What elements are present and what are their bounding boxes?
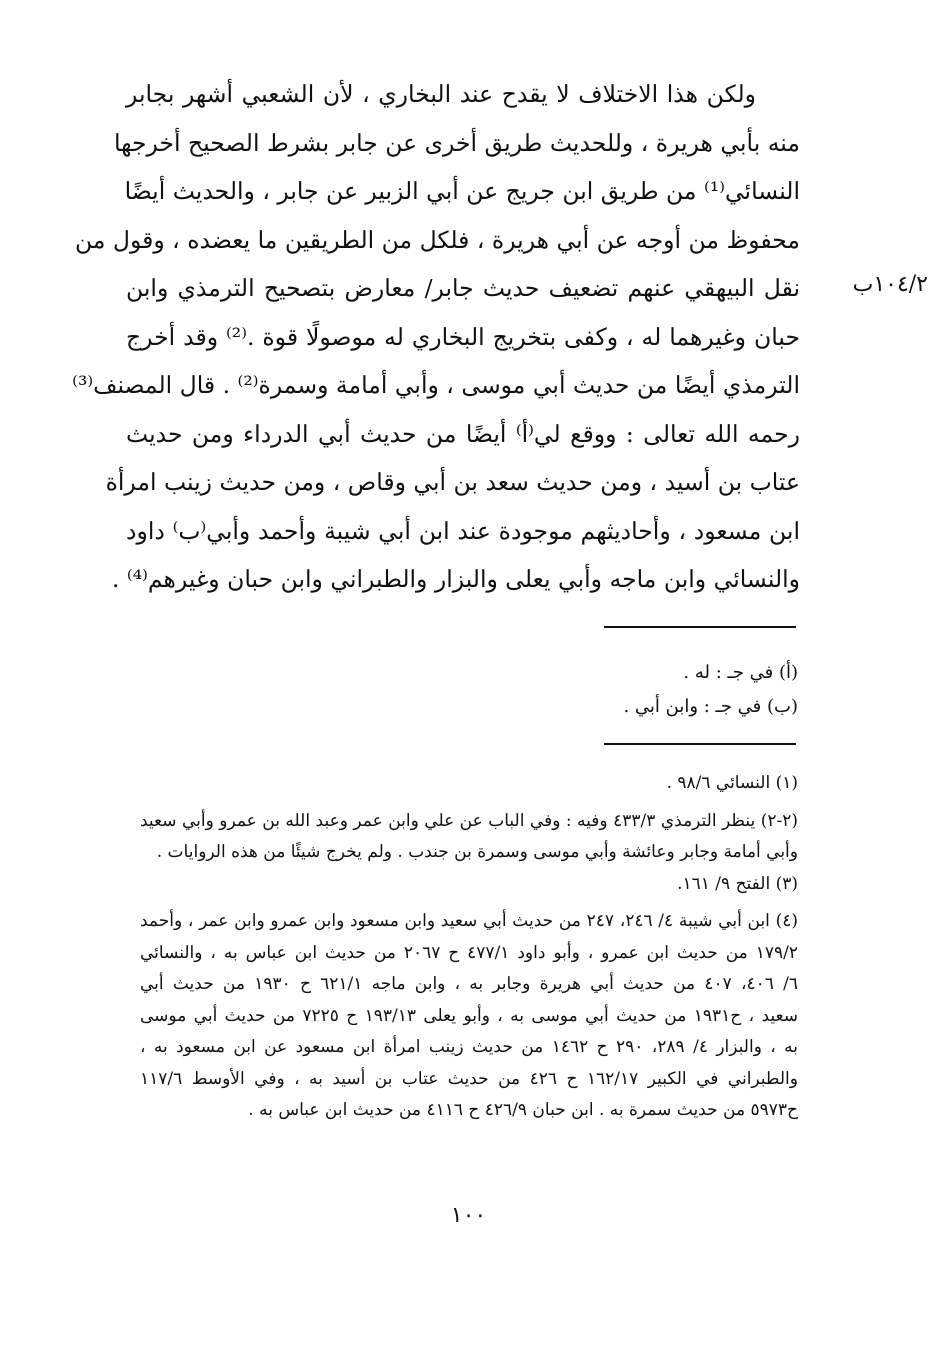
main-text-line: نقل البيهقي عنهم تضعيف حديث جابر/ معارض بتصحيح الترمذي وابن	[126, 274, 800, 302]
main-text-line: رحمه الله تعالى : ووقع لي⁽أ⁾ أيضًا من حديث أبي الدرداء ومن حديث	[126, 419, 800, 448]
main-text-line: ولكن هذا الاختلاف لا يقدح عند البخاري ، لأن الشعبي أشهر بجابر	[126, 80, 756, 108]
main-text-line: عتاب بن أسيد ، ومن حديث سعد بن أبي وقاص ، ومن حديث زينب امرأة	[105, 468, 800, 496]
footnotes-block	[140, 768, 798, 1127]
main-text-line: محفوظ من أوجه عن أبي هريرة ، فلكل من الطريقين ما يعضده ، وقول من	[74, 225, 800, 254]
page-number: ١٠٠	[450, 1203, 487, 1228]
footnote-line: ١٧٩/٢ من حديث ابن عمرو ، وأبو داود ٤٧٧/١ ح ٢٠٦٧ من حديث ابن عباس به ، والنسائي	[140, 942, 798, 963]
main-text-line: حبان وغيرهما له ، وكفى بتخريج البخاري له موصولًا قوة .⁽²⁾ وقد أخرج	[126, 322, 801, 351]
main-text-block	[72, 70, 801, 604]
footnote-2	[140, 806, 798, 869]
main-text-line: النسائي⁽¹⁾ من طريق ابن جريج عن أبي الزبير عن جابر ، والحديث أيضًا	[124, 177, 800, 205]
variant-note: (ب) في جـ : وابن أبي .	[623, 696, 798, 717]
main-text-line: ابن مسعود ، وأحاديثهم موجودة عند ابن أبي شيبة وأحمد وأبي⁽ب⁾ داود	[126, 516, 800, 545]
manuscript-variants	[140, 656, 798, 724]
footnote-line: ح٥٩٧٣ من حديث سمرة به . ابن حبان ٤٢٦/٩ ح ٤١١٦ من حديث ابن عباس به .	[248, 1100, 798, 1120]
footnote-line: (٣) الفتح ٩/ ١٦١.	[677, 873, 798, 894]
footnote-line: ٦/ ٤٠٦، ٤٠٧ من حديث أبي هريرة وجابر به ، وابن ماجه ٦٢١/١ ح ١٩٣٠ من حديث أبي	[140, 974, 799, 994]
main-text-line: منه بأبي هريرة ، وللحديث طريق أخرى عن جابر بشرط الصحيح أخرجها	[113, 128, 800, 157]
footnote-line: والطبراني في الكبير ١٦٢/١٧ ح ٤٢٦ من حديث عتاب بن أسيد به ، وفي الأوسط ١١٧/٦	[140, 1068, 798, 1089]
footnote-line: وأبي أمامة وجابر وعائشة وأبي موسى وسمرة بن جندب . ولم يخرج شيئًا من هذه الروايات .	[156, 842, 798, 862]
footnote-4	[140, 906, 798, 1127]
margin-folio-note: ١٠٤/٢ب	[852, 272, 928, 297]
footnote-line: (١) النسائي ٩٨/٦ .	[666, 773, 798, 793]
footnote-separator-rule	[604, 626, 796, 628]
footnote-line: به ، والبزار ٤/ ٢٨٩، ٢٩٠ ح ١٤٦٢ من حديث زينب امرأة ابن مسعود عن ابن مسعود به ،	[140, 1037, 799, 1057]
main-text-line: الترمذي أيضًا من حديث أبي موسى ، وأبي أمامة وسمرة⁽²⁾ . قال المصنف⁽³⁾	[72, 371, 800, 399]
footnote-line: (٢-٢) ينظر الترمذي ٤٣٣/٣ وفيه : وفي الباب عن علي وابن عمر وعبد الله بن عمرو وأبي سعيد	[140, 810, 799, 831]
footnote-3	[140, 869, 798, 901]
footnote-separator-rule	[604, 743, 796, 745]
footnote-line: سعيد ، ح١٩٣١ من حديث أبي موسى به ، وأبو يعلى ١٩٣/١٣ ح ٧٢٢٥ من حديث أبي موسى	[140, 1005, 798, 1026]
main-text-line: والنسائي وابن ماجه وأبي يعلى والبزار والطبراني وابن حبان وغيرهم⁽⁴⁾ .	[111, 565, 800, 593]
footnote-line: (٤) ابن أبي شيبة ٤/ ٢٤٦، ٢٤٧ من حديث أبي سعيد وابن مسعود وابن عمرو وابن عمر ، وأحمد	[140, 911, 799, 931]
footnote-1	[140, 768, 798, 800]
variant-note: (أ) في جـ : له .	[683, 662, 798, 683]
